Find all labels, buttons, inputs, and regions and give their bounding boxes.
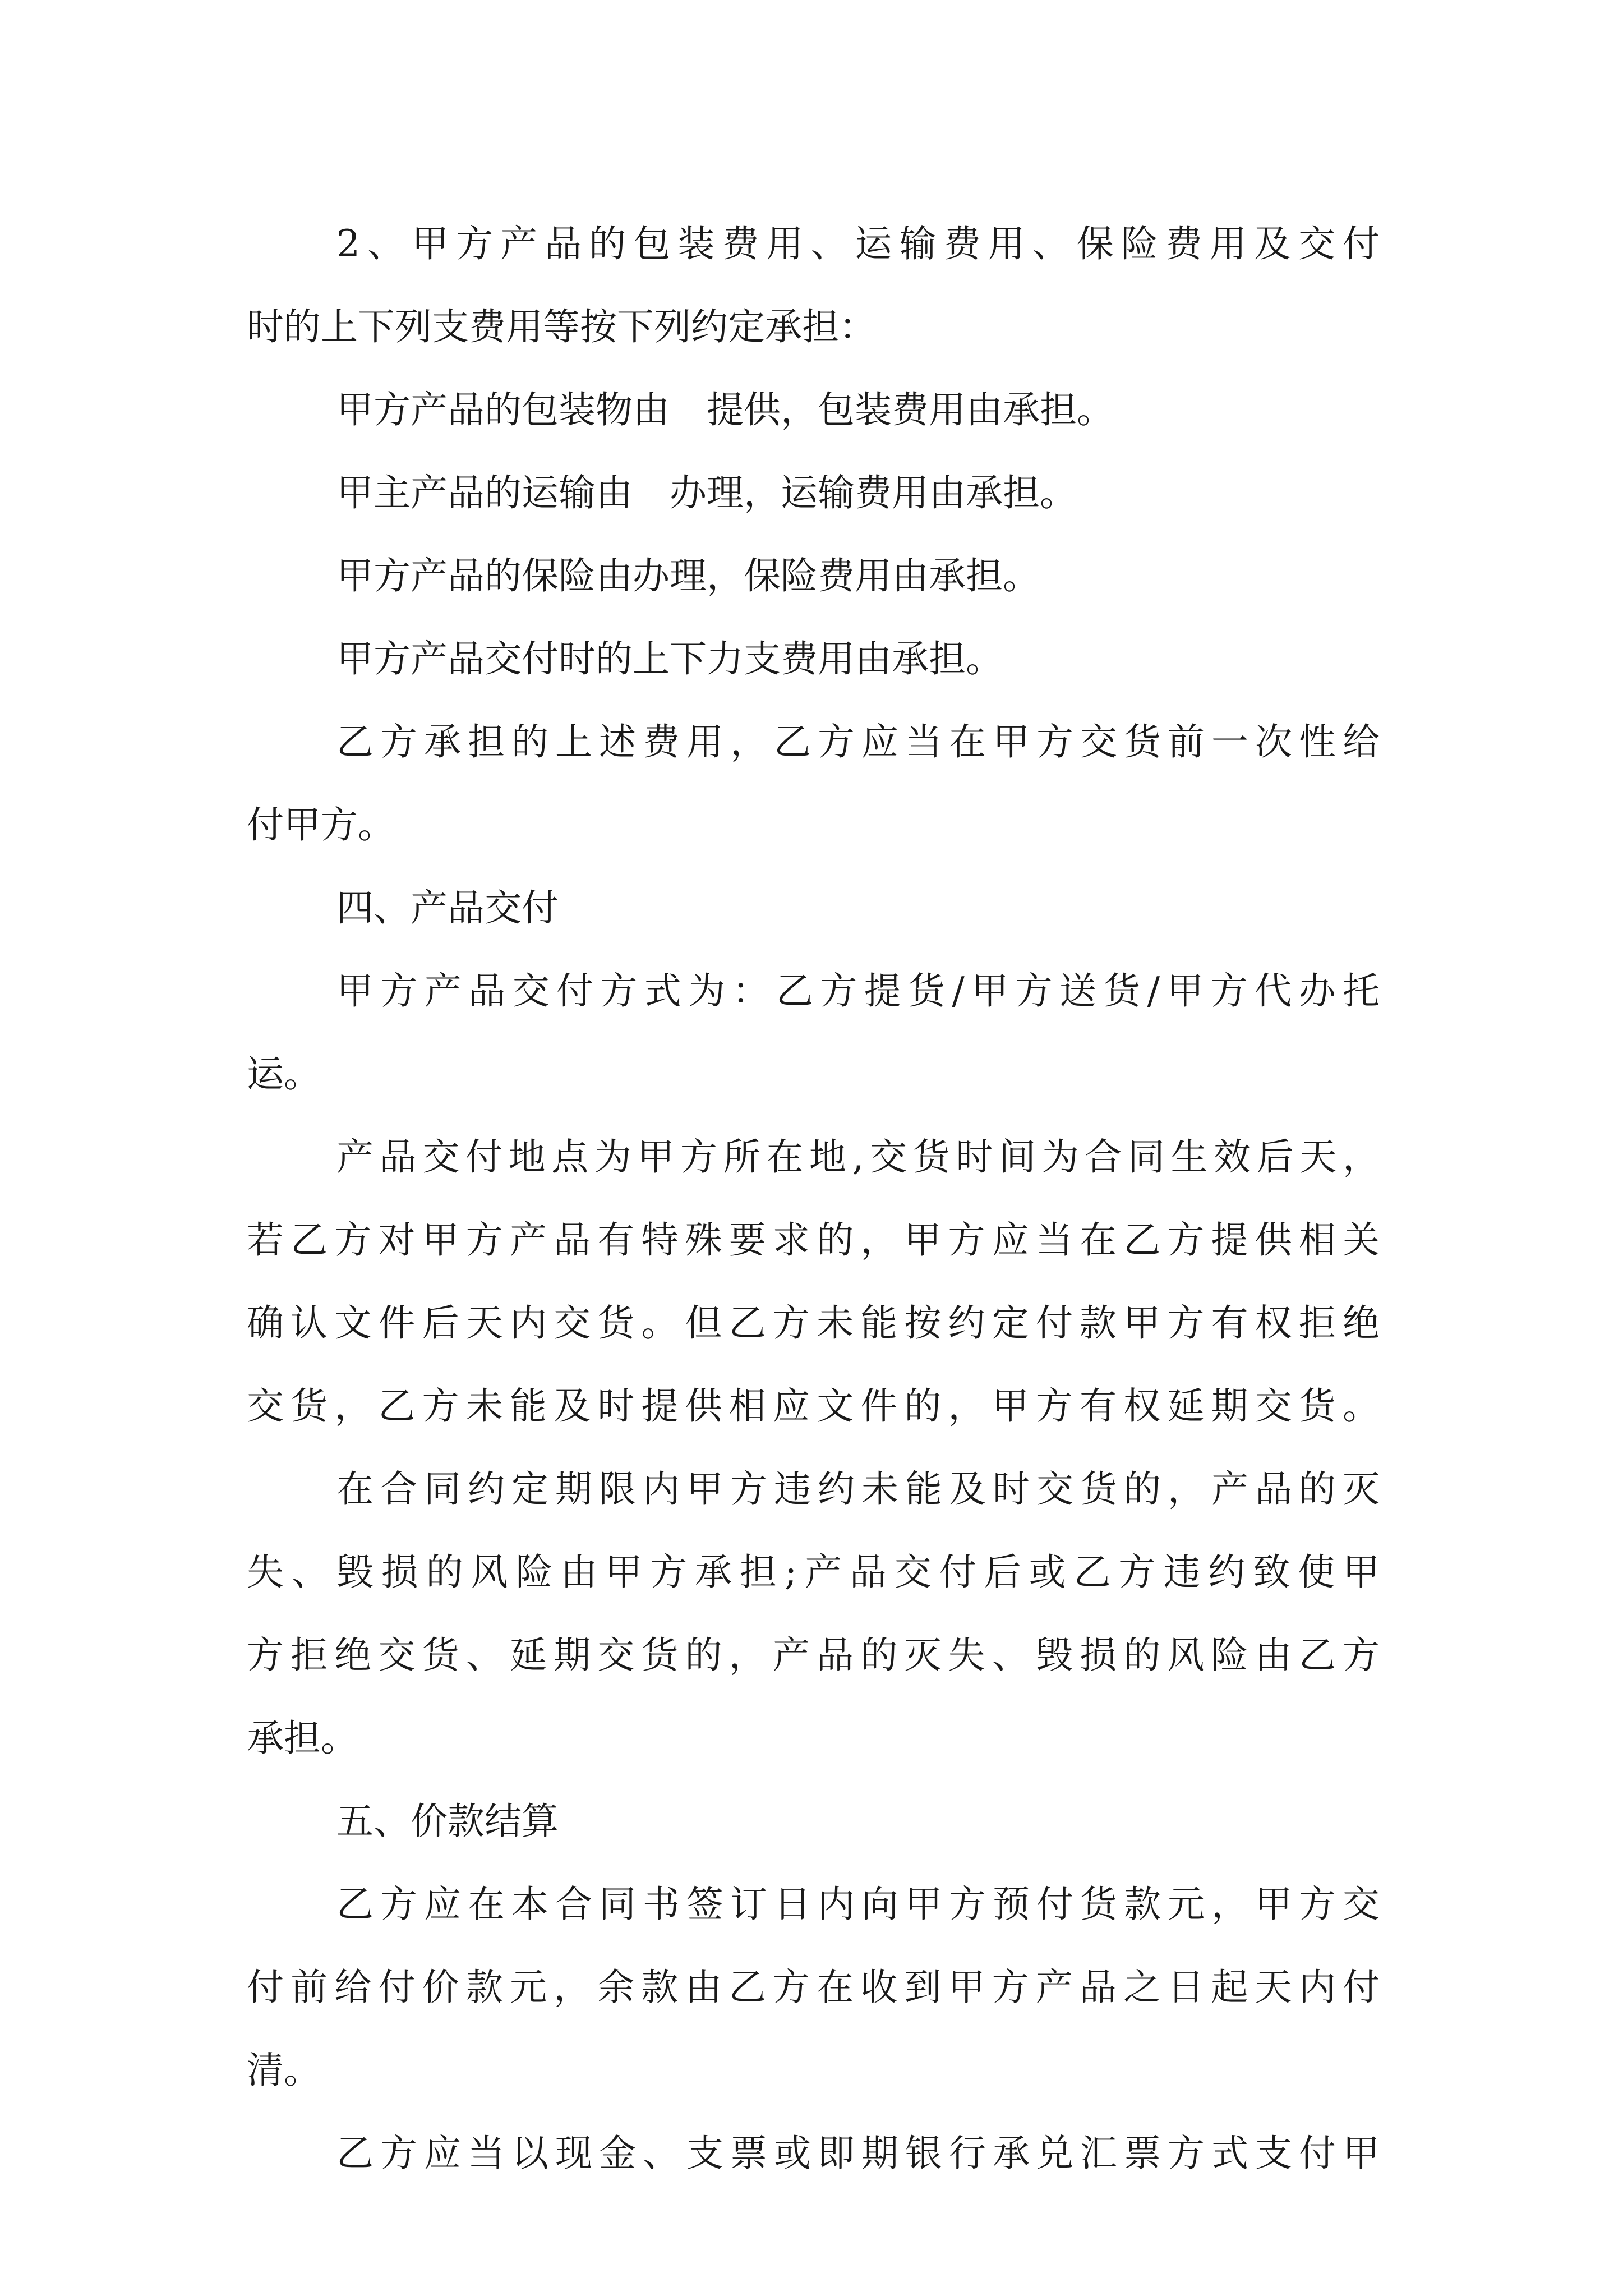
paragraph-line: 甲主产品的运输由 办理，运输费用由承担。: [336, 471, 1077, 514]
paragraph-line: 甲方产品交付方式为：乙方提货/甲方送货/甲方代办托: [336, 969, 1380, 1013]
paragraph-line: 产品交付地点为甲方所在地,交货时间为合同生效后天，: [336, 1135, 1380, 1179]
paragraph-line: 乙方应在本合同书签订日内向甲方预付货款元，甲方交: [336, 1883, 1380, 1926]
paragraph-line: 付甲方。: [247, 803, 395, 846]
paragraph-line: 方拒绝交货、延期交货的，产品的灭失、毁损的风险由乙方: [247, 1634, 1380, 1677]
paragraph-line: 运。: [247, 1052, 321, 1096]
paragraph-line: 在合同约定期限内甲方违约未能及时交货的，产品的灭: [336, 1467, 1380, 1511]
section-heading: 四、产品交付: [336, 886, 559, 930]
paragraph-line: 甲方产品交付时的上下力支费用由承担。: [336, 637, 1003, 680]
paragraph-line: 确认文件后天内交货。但乙方未能按约定付款甲方有权拒绝: [247, 1301, 1380, 1345]
paragraph-line: 2、甲方产品的包装费用、运输费用、保险费用及交付: [336, 222, 1380, 265]
paragraph-line: 甲方产品的包装物由 提供，包装费用由承担。: [336, 388, 1114, 431]
paragraph-line: 乙方承担的上述费用，乙方应当在甲方交货前一次性给: [336, 720, 1380, 763]
paragraph-line: 若乙方对甲方产品有特殊要求的，甲方应当在乙方提供相关: [247, 1218, 1380, 1262]
paragraph-line: 清。: [247, 2049, 321, 2092]
paragraph-line: 付前给付价款元，余款由乙方在收到甲方产品之日起天内付: [247, 1966, 1380, 2009]
paragraph-line: 时的上下列支费用等按下列约定承担：: [247, 305, 876, 348]
paragraph-line: 乙方应当以现金、支票或即期银行承兑汇票方式支付甲: [336, 2132, 1380, 2175]
paragraph-line: 甲方产品的保险由办理，保险费用由承担。: [336, 554, 1040, 597]
paragraph-line: 交货，乙方未能及时提供相应文件的，甲方有权延期交货。: [247, 1384, 1380, 1428]
section-heading: 五、价款结算: [336, 1800, 559, 1843]
paragraph-line: 失、毁损的风险由甲方承担;产品交付后或乙方违约致使甲: [247, 1550, 1380, 1594]
paragraph-line: 承担。: [247, 1717, 358, 1760]
